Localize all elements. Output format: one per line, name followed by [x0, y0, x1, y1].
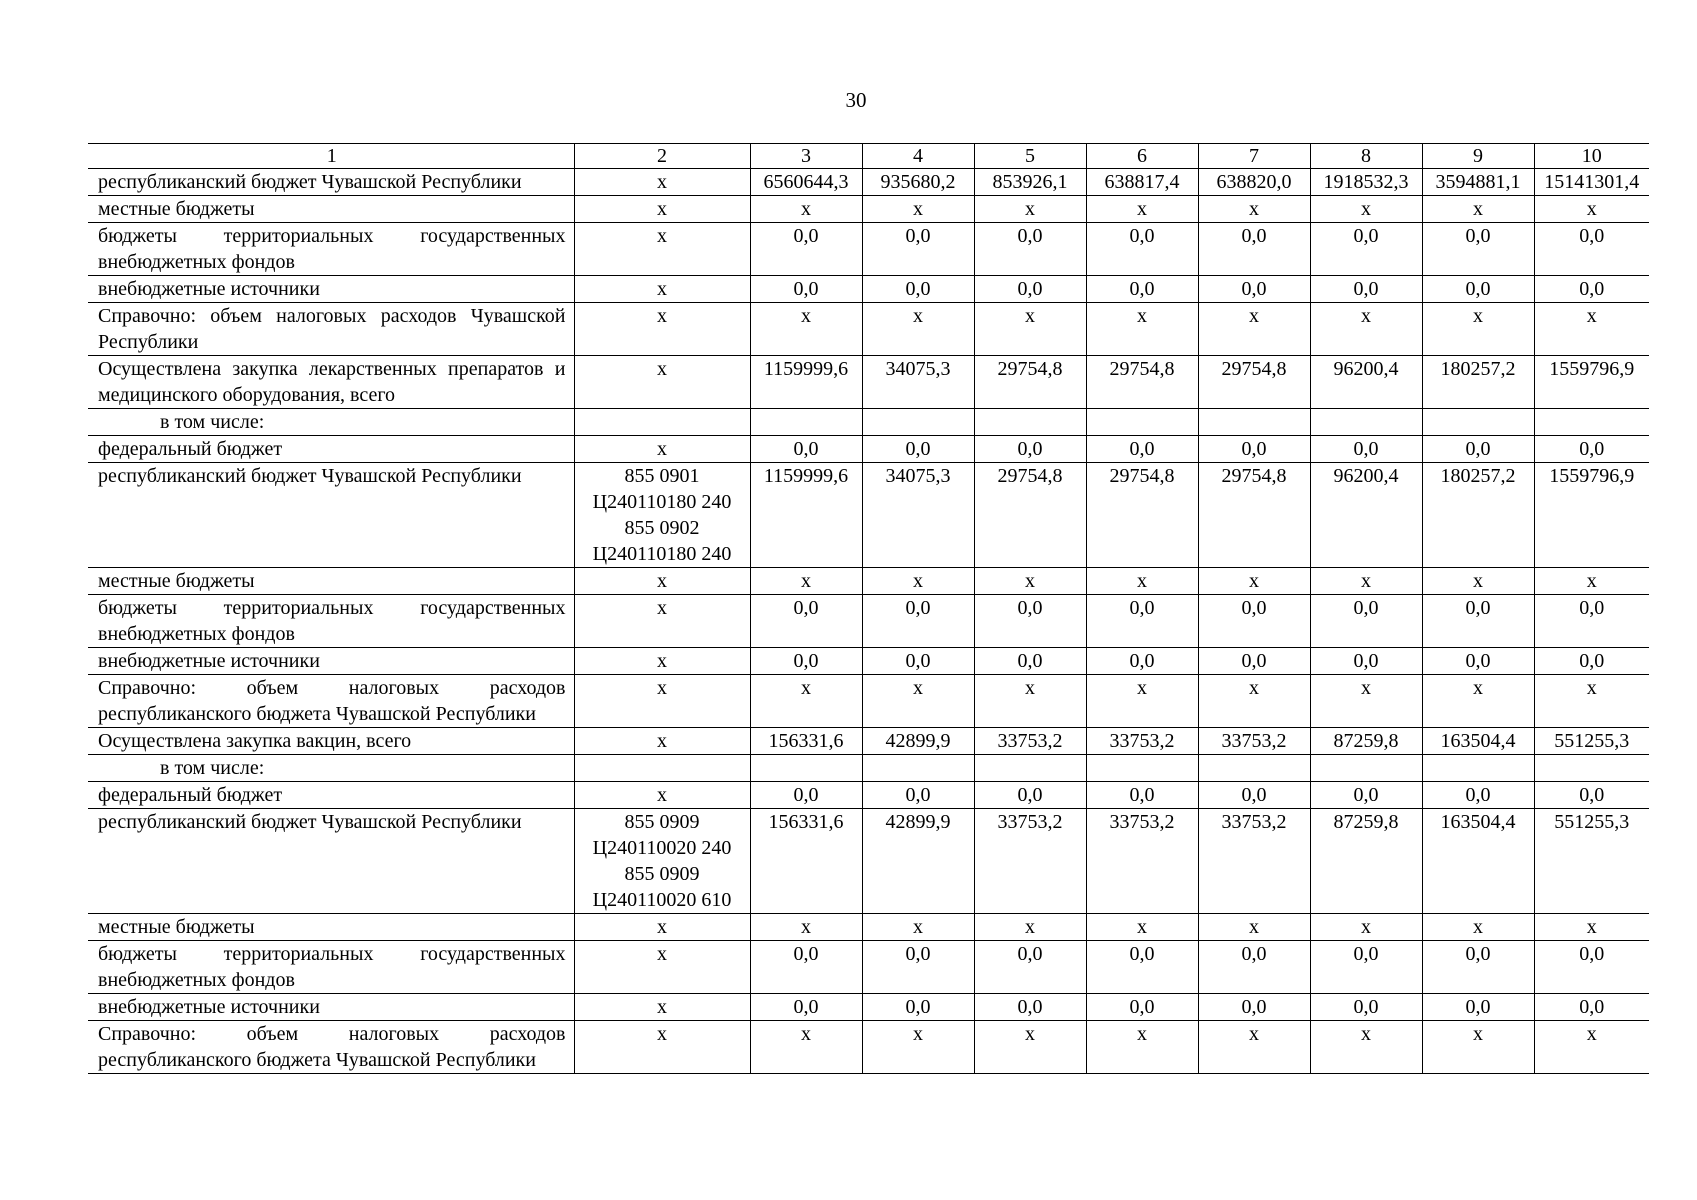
value-cell: 0,0 [1422, 223, 1534, 276]
value-cell [1198, 409, 1310, 436]
value-cell: 0,0 [1198, 436, 1310, 463]
value-cell: 0,0 [750, 276, 862, 303]
row-label: федеральный бюджет [88, 782, 574, 809]
value-cell: х [750, 196, 862, 223]
value-cell: х [1310, 303, 1422, 356]
value-cell: 0,0 [1534, 994, 1649, 1021]
table-row [88, 409, 1649, 436]
value-cell: 1159999,6 [750, 356, 862, 409]
row-label: местные бюджеты [88, 196, 574, 223]
column-number-header: 8 [1310, 144, 1422, 169]
budget-code-cell: х [574, 196, 750, 223]
value-cell: х [1310, 914, 1422, 941]
value-cell: 33753,2 [1198, 809, 1310, 914]
value-cell: х [974, 675, 1086, 728]
value-cell: х [862, 914, 974, 941]
value-cell: 0,0 [1534, 223, 1649, 276]
value-cell: 0,0 [862, 595, 974, 648]
table-row [88, 436, 1649, 463]
value-cell: х [1198, 675, 1310, 728]
value-cell: х [862, 568, 974, 595]
value-cell: х [974, 1021, 1086, 1074]
budget-code-cell: х [574, 223, 750, 276]
budget-code-cell: х [574, 675, 750, 728]
value-cell: 0,0 [1422, 994, 1534, 1021]
table-row [88, 809, 1649, 914]
value-cell: 29754,8 [974, 463, 1086, 568]
row-label: внебюджетные источники [88, 276, 574, 303]
value-cell: 0,0 [1086, 941, 1198, 994]
value-cell: 638817,4 [1086, 169, 1198, 196]
value-cell: 180257,2 [1422, 356, 1534, 409]
value-cell: 853926,1 [974, 169, 1086, 196]
value-cell: 29754,8 [1086, 356, 1198, 409]
value-cell: 96200,4 [1310, 463, 1422, 568]
table-row [88, 463, 1649, 568]
budget-code-cell [574, 409, 750, 436]
value-cell [974, 409, 1086, 436]
value-cell: 935680,2 [862, 169, 974, 196]
budget-code-cell: х [574, 1021, 750, 1074]
column-number-header: 4 [862, 144, 974, 169]
value-cell: 0,0 [1534, 941, 1649, 994]
value-cell: 0,0 [1198, 595, 1310, 648]
value-cell: 0,0 [862, 994, 974, 1021]
value-cell: 1559796,9 [1534, 463, 1649, 568]
value-cell: х [862, 675, 974, 728]
value-cell: 87259,8 [1310, 728, 1422, 755]
row-label: в том числе: [88, 409, 574, 436]
table-row [88, 941, 1649, 994]
value-cell: х [1310, 196, 1422, 223]
table-row [88, 196, 1649, 223]
value-cell: 0,0 [1310, 994, 1422, 1021]
value-cell: х [1198, 914, 1310, 941]
row-label: бюджеты территориальных государственных внебюджетных фондов [88, 595, 574, 648]
value-cell: 29754,8 [1198, 463, 1310, 568]
value-cell: 96200,4 [1310, 356, 1422, 409]
value-cell [1310, 409, 1422, 436]
value-cell: 0,0 [1198, 782, 1310, 809]
value-cell: 0,0 [750, 595, 862, 648]
value-cell: 0,0 [1198, 223, 1310, 276]
value-cell: 1918532,3 [1310, 169, 1422, 196]
table-row [88, 675, 1649, 728]
value-cell [750, 755, 862, 782]
value-cell: х [862, 303, 974, 356]
value-cell: 0,0 [974, 782, 1086, 809]
value-cell: 0,0 [974, 436, 1086, 463]
value-cell: х [1422, 1021, 1534, 1074]
value-cell [1422, 409, 1534, 436]
value-cell: 0,0 [1086, 782, 1198, 809]
row-label: в том числе: [88, 755, 574, 782]
table-row [88, 169, 1649, 196]
value-cell: х [1422, 675, 1534, 728]
value-cell: 0,0 [862, 648, 974, 675]
value-cell: х [1534, 196, 1649, 223]
page-number: 30 [845, 88, 867, 112]
table-row [88, 1021, 1649, 1074]
value-cell: 0,0 [1310, 595, 1422, 648]
row-label: местные бюджеты [88, 568, 574, 595]
value-cell: х [1198, 1021, 1310, 1074]
value-cell: 0,0 [750, 436, 862, 463]
row-label: бюджеты территориальных государственных внебюджетных фондов [88, 941, 574, 994]
value-cell: 0,0 [1086, 436, 1198, 463]
value-cell: х [862, 196, 974, 223]
value-cell: 156331,6 [750, 809, 862, 914]
table-row [88, 276, 1649, 303]
row-label: Осуществлена закупка лекарственных препаратов и медицинского оборудования, всего [88, 356, 574, 409]
column-number-header: 3 [750, 144, 862, 169]
value-cell: х [974, 303, 1086, 356]
row-label: республиканский бюджет Чувашской Республики [88, 809, 574, 914]
value-cell: х [750, 303, 862, 356]
value-cell: х [974, 914, 1086, 941]
value-cell: 29754,8 [1198, 356, 1310, 409]
value-cell: х [750, 568, 862, 595]
value-cell: 0,0 [1310, 941, 1422, 994]
value-cell: 0,0 [750, 941, 862, 994]
value-cell: 638820,0 [1198, 169, 1310, 196]
value-cell: 1159999,6 [750, 463, 862, 568]
value-cell: 163504,4 [1422, 728, 1534, 755]
value-cell: х [1534, 675, 1649, 728]
value-cell: х [1534, 1021, 1649, 1074]
value-cell [1310, 755, 1422, 782]
row-label: внебюджетные источники [88, 648, 574, 675]
value-cell: 0,0 [1198, 994, 1310, 1021]
value-cell: 0,0 [1198, 648, 1310, 675]
value-cell [1534, 755, 1649, 782]
value-cell: 0,0 [1198, 276, 1310, 303]
value-cell: х [1086, 568, 1198, 595]
table-row [88, 782, 1649, 809]
row-label: Справочно: объем налоговых расходов республиканского бюджета Чувашской Республики [88, 1021, 574, 1074]
value-cell [750, 409, 862, 436]
budget-code-cell: х [574, 276, 750, 303]
value-cell: 34075,3 [862, 463, 974, 568]
value-cell: х [1086, 303, 1198, 356]
value-cell: 0,0 [750, 648, 862, 675]
value-cell: 0,0 [1310, 276, 1422, 303]
row-label: Осуществлена закупка вакцин, всего [88, 728, 574, 755]
column-number-header: 2 [574, 144, 750, 169]
table-row [88, 568, 1649, 595]
value-cell: х [1534, 568, 1649, 595]
value-cell: х [1310, 568, 1422, 595]
column-number-header: 5 [974, 144, 1086, 169]
budget-code-cell [574, 755, 750, 782]
value-cell: 156331,6 [750, 728, 862, 755]
budget-code-cell: 855 0901 Ц240110180 240 855 0902 Ц240110180 240 [574, 463, 750, 568]
value-cell: 0,0 [974, 276, 1086, 303]
value-cell: 33753,2 [974, 809, 1086, 914]
value-cell: 33753,2 [1086, 809, 1198, 914]
value-cell: х [1198, 303, 1310, 356]
budget-table [88, 143, 1649, 1074]
value-cell: 163504,4 [1422, 809, 1534, 914]
value-cell: 0,0 [1534, 648, 1649, 675]
budget-code-cell: х [574, 568, 750, 595]
row-label: местные бюджеты [88, 914, 574, 941]
value-cell: 0,0 [862, 436, 974, 463]
column-number-header: 9 [1422, 144, 1534, 169]
value-cell: х [1310, 675, 1422, 728]
budget-code-cell: х [574, 436, 750, 463]
column-number-header: 6 [1086, 144, 1198, 169]
value-cell: 33753,2 [974, 728, 1086, 755]
value-cell: 0,0 [974, 648, 1086, 675]
value-cell: х [862, 1021, 974, 1074]
value-cell: х [1086, 675, 1198, 728]
value-cell: 0,0 [750, 994, 862, 1021]
value-cell: х [750, 1021, 862, 1074]
value-cell: 0,0 [1422, 782, 1534, 809]
value-cell: х [974, 568, 1086, 595]
value-cell: 0,0 [1422, 595, 1534, 648]
value-cell: 0,0 [974, 223, 1086, 276]
budget-code-cell: х [574, 356, 750, 409]
value-cell [1086, 755, 1198, 782]
value-cell [1198, 755, 1310, 782]
value-cell: 0,0 [1310, 782, 1422, 809]
budget-code-cell: х [574, 728, 750, 755]
budget-code-cell: х [574, 914, 750, 941]
column-number-header: 1 [88, 144, 574, 169]
value-cell: 0,0 [1086, 223, 1198, 276]
value-cell: 0,0 [1310, 223, 1422, 276]
value-cell: 0,0 [1310, 436, 1422, 463]
value-cell: 0,0 [1086, 994, 1198, 1021]
budget-code-cell: х [574, 994, 750, 1021]
value-cell: 42899,9 [862, 809, 974, 914]
value-cell: 34075,3 [862, 356, 974, 409]
table-row [88, 728, 1649, 755]
value-cell: 29754,8 [1086, 463, 1198, 568]
value-cell: 0,0 [1310, 648, 1422, 675]
value-cell: х [1422, 914, 1534, 941]
value-cell: х [750, 914, 862, 941]
value-cell: 0,0 [1534, 782, 1649, 809]
value-cell [862, 409, 974, 436]
table-row [88, 914, 1649, 941]
value-cell: 0,0 [1198, 941, 1310, 994]
budget-code-cell: х [574, 303, 750, 356]
table-row [88, 648, 1649, 675]
value-cell: 0,0 [750, 223, 862, 276]
table-row [88, 595, 1649, 648]
value-cell [974, 755, 1086, 782]
budget-code-cell: х [574, 648, 750, 675]
value-cell: 0,0 [974, 994, 1086, 1021]
value-cell: 0,0 [1422, 276, 1534, 303]
value-cell: 0,0 [1086, 276, 1198, 303]
value-cell: 42899,9 [862, 728, 974, 755]
value-cell: 0,0 [1422, 436, 1534, 463]
value-cell: 0,0 [1086, 595, 1198, 648]
value-cell: х [1422, 568, 1534, 595]
value-cell: 0,0 [750, 782, 862, 809]
table-header-row [88, 144, 1649, 169]
value-cell: 0,0 [862, 941, 974, 994]
value-cell: 0,0 [1534, 436, 1649, 463]
value-cell: 6560644,3 [750, 169, 862, 196]
row-label: внебюджетные источники [88, 994, 574, 1021]
value-cell [1422, 755, 1534, 782]
value-cell: 87259,8 [1310, 809, 1422, 914]
value-cell: 0,0 [862, 223, 974, 276]
row-label: республиканский бюджет Чувашской Республики [88, 463, 574, 568]
table-row [88, 994, 1649, 1021]
row-label: Справочно: объем налоговых расходов республиканского бюджета Чувашской Республики [88, 675, 574, 728]
value-cell: х [1422, 196, 1534, 223]
value-cell: х [974, 196, 1086, 223]
value-cell: х [1198, 568, 1310, 595]
row-label: бюджеты территориальных государственных внебюджетных фондов [88, 223, 574, 276]
value-cell: 33753,2 [1086, 728, 1198, 755]
budget-code-cell: х [574, 595, 750, 648]
row-label: Справочно: объем налоговых расходов Чувашской Республики [88, 303, 574, 356]
value-cell: 0,0 [1534, 595, 1649, 648]
budget-code-cell: х [574, 169, 750, 196]
value-cell: х [1534, 303, 1649, 356]
value-cell: х [1086, 196, 1198, 223]
row-label: республиканский бюджет Чувашской Республики [88, 169, 574, 196]
table-row [88, 755, 1649, 782]
value-cell: х [1534, 914, 1649, 941]
value-cell: 29754,8 [974, 356, 1086, 409]
value-cell: х [750, 675, 862, 728]
value-cell: 15141301,4 [1534, 169, 1649, 196]
column-number-header: 10 [1534, 144, 1649, 169]
budget-code-cell: х [574, 941, 750, 994]
value-cell: 0,0 [1422, 941, 1534, 994]
value-cell [862, 755, 974, 782]
table-row [88, 356, 1649, 409]
budget-code-cell: 855 0909 Ц240110020 240 855 0909 Ц240110020 610 [574, 809, 750, 914]
value-cell: х [1198, 196, 1310, 223]
value-cell: 1559796,9 [1534, 356, 1649, 409]
budget-code-cell: х [574, 782, 750, 809]
value-cell: 180257,2 [1422, 463, 1534, 568]
value-cell: 0,0 [974, 941, 1086, 994]
value-cell: 0,0 [862, 276, 974, 303]
value-cell: 0,0 [1534, 276, 1649, 303]
value-cell: 0,0 [1422, 648, 1534, 675]
value-cell: х [1086, 1021, 1198, 1074]
value-cell: х [1422, 303, 1534, 356]
value-cell: 0,0 [974, 595, 1086, 648]
value-cell: 0,0 [1086, 648, 1198, 675]
value-cell: 551255,3 [1534, 728, 1649, 755]
row-label: федеральный бюджет [88, 436, 574, 463]
table-row [88, 303, 1649, 356]
value-cell: 551255,3 [1534, 809, 1649, 914]
value-cell: х [1310, 1021, 1422, 1074]
value-cell: 0,0 [862, 782, 974, 809]
value-cell: 3594881,1 [1422, 169, 1534, 196]
column-number-header: 7 [1198, 144, 1310, 169]
value-cell: 33753,2 [1198, 728, 1310, 755]
value-cell [1086, 409, 1198, 436]
value-cell: х [1086, 914, 1198, 941]
value-cell [1534, 409, 1649, 436]
table-row [88, 223, 1649, 276]
